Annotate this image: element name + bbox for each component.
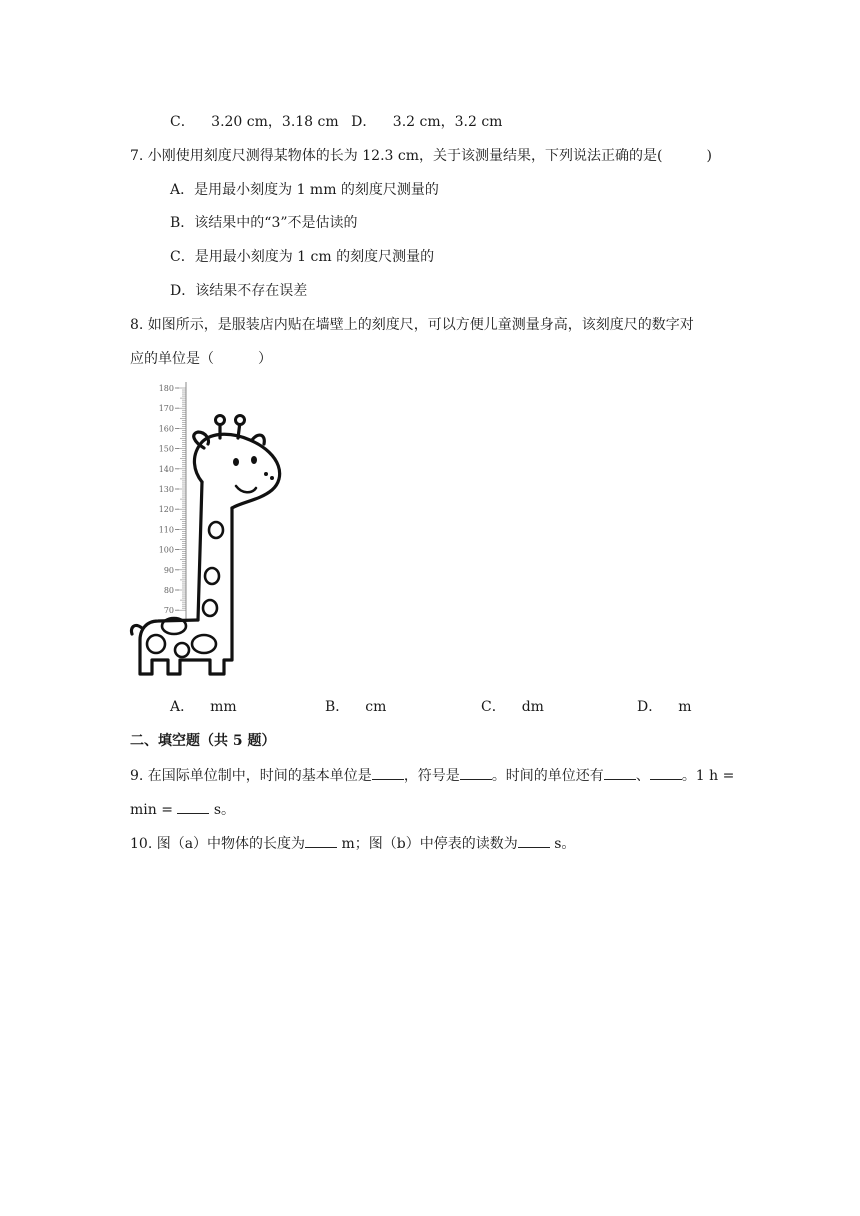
eye-icon <box>251 456 257 464</box>
q9-text-f: min = <box>130 802 178 818</box>
smile-icon <box>236 486 256 492</box>
q6-option-d-label: D． <box>351 114 377 130</box>
giraffe-ruler-illustration <box>128 378 288 683</box>
ruler-ticks <box>177 388 186 610</box>
ruler-tick-label: 130 <box>158 485 174 494</box>
q8-stem-text-2: 应的单位是（ <box>130 351 214 367</box>
q10-line <box>130 833 575 854</box>
option-label: C． <box>481 699 506 715</box>
option-text: 该结果不存在误差 <box>195 283 308 299</box>
option-label: D． <box>637 699 663 715</box>
ruler-tick-label: 110 <box>158 525 174 535</box>
q9-text-d: 、 <box>635 768 650 784</box>
option-text: 该结果中的“3”不是估读的 <box>194 215 358 231</box>
q9-text-a: 9. 在国际单位制中，时间的基本单位是 <box>130 768 372 784</box>
ruler-tick-label: 120 <box>158 505 174 515</box>
q9-line2 <box>130 799 235 820</box>
option-text: cm <box>365 699 387 715</box>
nostril-icon <box>270 476 274 480</box>
q9-text-g: s。 <box>209 802 236 818</box>
q10-text-a: 10. 图（a）中物体的长度为 <box>130 836 306 852</box>
option-text: dm <box>521 699 544 715</box>
q10-blank-2[interactable] <box>518 833 550 848</box>
option-label: C． <box>170 249 195 265</box>
ruler-tick-label: 180 <box>158 384 174 393</box>
option-label: A． <box>170 699 195 715</box>
q8-option-a[interactable] <box>170 697 237 717</box>
option-label: A． <box>170 182 195 198</box>
horn-knob-icon <box>236 416 245 425</box>
section-heading <box>130 731 276 751</box>
q8-stem-line2 <box>130 349 272 369</box>
q10-text-b: m；图（b）中停表的读数为 <box>337 836 518 852</box>
eye-icon <box>233 458 239 466</box>
q7-option-a[interactable] <box>170 180 439 200</box>
option-label: B． <box>170 215 195 231</box>
ruler-tick-label: 160 <box>158 424 174 434</box>
q10-blank-1[interactable] <box>305 833 337 848</box>
ruler-tick-label: 70 <box>163 606 174 616</box>
option-text: m <box>678 699 692 715</box>
ruler-tick-label: 150 <box>158 444 174 454</box>
q9-blank-3[interactable] <box>604 765 636 780</box>
q8-option-c[interactable] <box>481 697 544 717</box>
ruler-tick-label: 170 <box>158 404 174 414</box>
ruler-labels <box>159 384 179 615</box>
q7-stem-text: 7. 小刚使用刻度尺测得某物体的长为 12.3 cm，关于该测量结果，下列说法正确的是( <box>130 148 663 164</box>
giraffe-ruler-figure <box>128 378 288 683</box>
q7-option-b[interactable] <box>170 213 358 233</box>
q9-blank-4[interactable] <box>650 765 682 780</box>
q8-stem-text-1: 8. 如图所示，是服装店内贴在墙壁上的刻度尺，可以方便儿童测量身高，该刻度尺的数字对 <box>130 317 694 333</box>
q9-text-c: 。时间的单位还有 <box>491 768 604 784</box>
q9-line1 <box>130 765 734 786</box>
q9-blank-2[interactable] <box>460 765 492 780</box>
option-text: 是用最小刻度为 1 cm 的刻度尺测量的 <box>194 249 435 265</box>
q9-text-b: ，符号是 <box>403 768 460 784</box>
q9-text-e: 。1 h = <box>681 768 735 784</box>
ruler-tick-label: 90 <box>163 565 174 575</box>
q6-option-c-text: 3.20 cm，3.18 cm <box>211 114 339 130</box>
q7-option-d[interactable] <box>170 281 307 301</box>
section-heading-text: 二、填空题（共 5 题） <box>130 733 276 749</box>
q6-option-d-text: 3.2 cm，3.2 cm <box>392 114 503 130</box>
q8-option-b[interactable] <box>325 697 386 717</box>
option-text: 是用最小刻度为 1 mm 的刻度尺测量的 <box>194 182 439 198</box>
ruler-tick-label: 80 <box>163 586 174 595</box>
q7-stem-close: ) <box>706 148 712 164</box>
q6-option-c-label: C． <box>170 114 195 130</box>
option-label: B． <box>325 699 350 715</box>
q9-blank-1[interactable] <box>372 765 404 780</box>
q10-text-c: s。 <box>549 836 576 852</box>
q6-option-row <box>170 112 502 132</box>
nostril-icon <box>264 472 268 476</box>
q7-stem <box>130 146 712 166</box>
option-text: mm <box>210 699 237 715</box>
ruler-tick-label: 100 <box>158 545 174 555</box>
q8-option-d[interactable] <box>637 697 692 717</box>
option-label: D． <box>170 283 196 299</box>
ruler-tick-label: 140 <box>158 464 174 474</box>
horn-knob-icon <box>216 416 225 425</box>
q7-option-c[interactable] <box>170 247 434 267</box>
q8-stem-line1 <box>130 315 694 335</box>
q9-blank-5[interactable] <box>177 799 209 814</box>
q8-stem-close: ） <box>258 351 272 367</box>
giraffe-spots <box>147 522 223 657</box>
